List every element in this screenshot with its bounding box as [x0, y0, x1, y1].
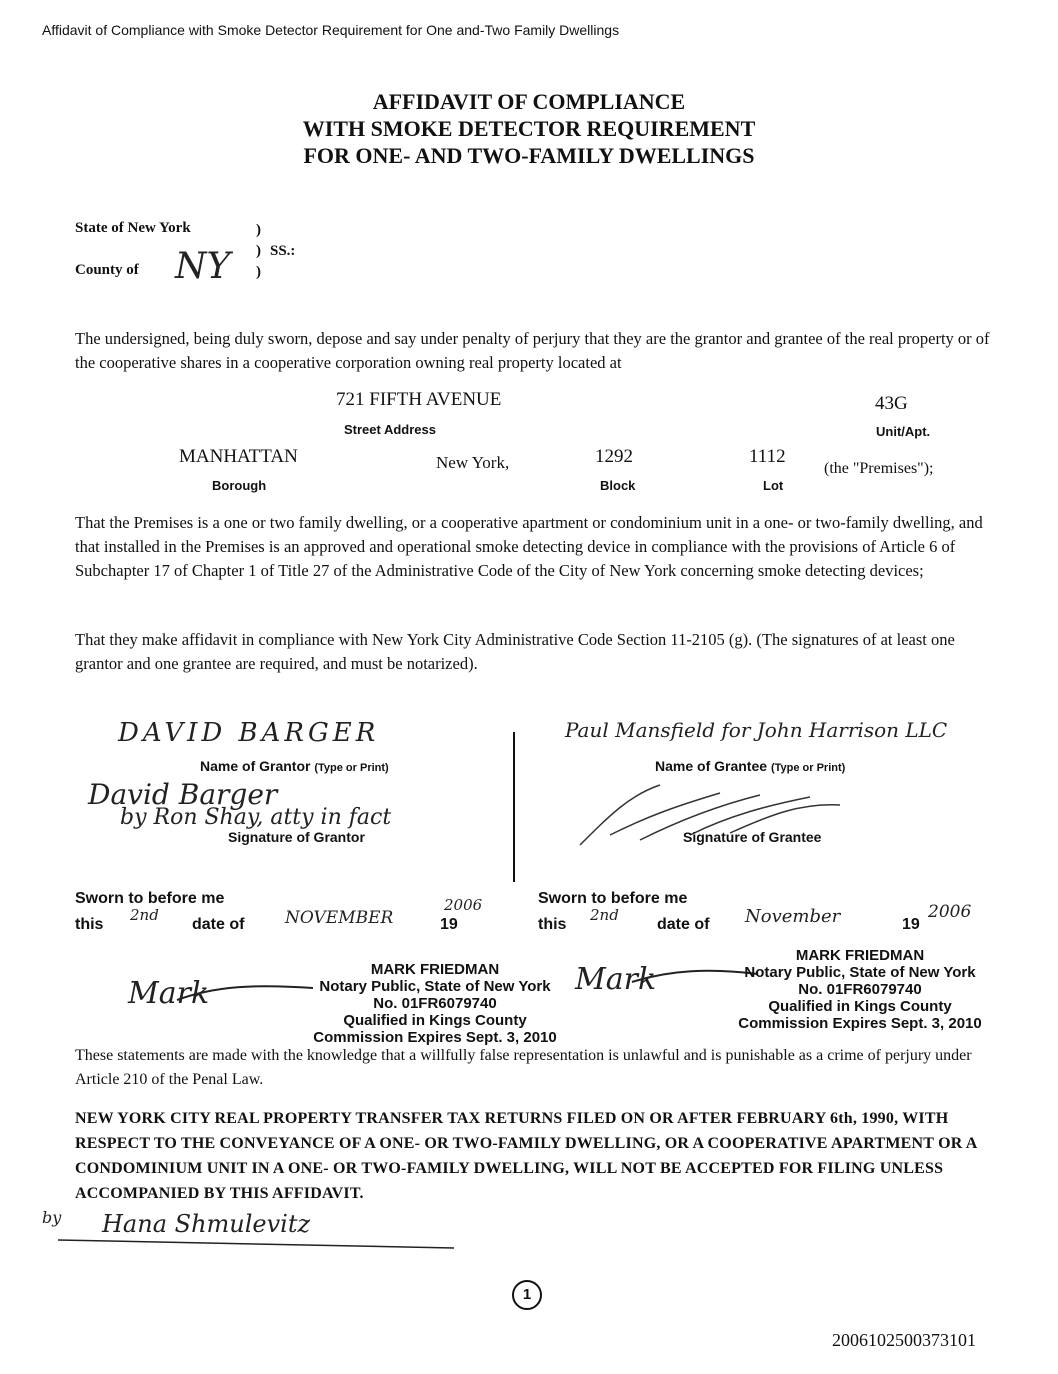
- grantee-date-of-label: date of: [657, 916, 710, 933]
- title-line-2: WITH SMOKE DETECTOR REQUIREMENT: [302, 116, 756, 141]
- grantee-name-label-note: (Type or Print): [770, 762, 846, 774]
- grantee-notary-name: MARK FRIEDMAN: [795, 947, 925, 964]
- bottom-signature: Hana Shmulevitz: [102, 1210, 311, 1238]
- grantor-day-handwritten: 2nd: [130, 906, 159, 924]
- grantor-notary-stroke: [175, 980, 315, 1010]
- document-title: [0, 88, 1058, 169]
- title-line-3: FOR ONE- AND TWO-FAMILY DWELLINGS: [303, 143, 755, 168]
- grantee-this-label: this: [538, 916, 567, 933]
- grantor-notary-stamp: [300, 961, 570, 1046]
- grantee-day-handwritten: 2nd: [590, 906, 619, 924]
- grantee-sworn-label: Sworn to before me: [538, 890, 688, 907]
- grantee-notary-expiry: Commission Expires Sept. 3, 2010: [738, 1015, 982, 1032]
- grantor-notary-signature: Mark: [128, 976, 210, 1011]
- grantor-this-label: this: [75, 916, 104, 933]
- grantor-name-handwritten: DAVID BARGER: [118, 718, 380, 748]
- filing-notice: NEW YORK CITY REAL PROPERTY TRANSFER TAX RETURNS FILED ON OR AFTER FEBRUARY 6th, 1990, WITH RESPECT TO THE CONVEYANCE OF A ONE- OR TWO-FAMILY DWELLING, OR A COOPERATIVE APARTMENT OR A CONDOMINIUM UNIT IN A ONE- OR TWO-FAMILY DWELLING, WILL NOT BE ACCEPTED FOR FILING UNLESS ACCOMPANIED BY THIS AFFIDAVIT.: [75, 1110, 977, 1202]
- perjury-statement: These statements are made with the knowledge that a willfully false representation is unlawful and is punishable as a crime of perjury under Article 210 of the Penal Law.: [75, 1047, 972, 1088]
- grantee-notary-stamp: [720, 947, 1000, 1032]
- grantee-notary-title: Notary Public, State of New York: [744, 964, 976, 981]
- paragraph-affidavit: That they make affidavit in compliance with New York City Administrative Code Section 11-2105 (g). (The signatures of at least one grantor and one grantee are required, and must be notarized).: [75, 630, 955, 673]
- premises-text: (the "Premises");: [824, 460, 934, 477]
- state-label: State of New York: [75, 220, 191, 236]
- bottom-by-label: by: [42, 1208, 62, 1227]
- grantor-signature: David Barger: [88, 778, 278, 811]
- grantee-signature-label: Signature of Grantee: [683, 829, 822, 845]
- grantee-name-label-text: Name of Grantee: [655, 758, 768, 774]
- paragraph-compliance: That the Premises is a one or two family dwelling, or a cooperative apartment or condominium unit in a one- or two-family dwelling, and that installed in the Premises is an approved and operational smoke detecting device in compliance with the provisions of Article 6 of Subchapter 17 of Chapter 1 of Title 27 of the Administrative Code of the City of New York concerning smoke detecting devices;: [75, 513, 983, 580]
- street-address-label: Street Address: [344, 422, 436, 437]
- venue-paren-1: ): [256, 222, 261, 238]
- signature-divider: [513, 732, 515, 882]
- grantee-notary-county: Qualified in Kings County: [768, 998, 952, 1015]
- lot-value: 1112: [749, 446, 786, 467]
- bottom-signature-line: [58, 1234, 458, 1254]
- borough-label: Borough: [212, 478, 267, 493]
- grantor-sworn-label: Sworn to before me: [75, 890, 225, 907]
- grantee-year-handwritten: 2006: [928, 902, 972, 922]
- block-label: Block: [600, 478, 636, 493]
- block-value: 1292: [595, 446, 633, 467]
- venue-paren-3: ): [256, 264, 261, 280]
- grantor-name-label-note: (Type or Print): [314, 762, 389, 774]
- grantor-notary-name: MARK FRIEDMAN: [370, 961, 500, 978]
- grantee-name-label: [655, 758, 845, 774]
- grantor-month-handwritten: NOVEMBER: [285, 908, 394, 928]
- grantor-notary-number: No. 01FR6079740: [373, 995, 497, 1012]
- grantor-date-of-label: date of: [192, 916, 245, 933]
- grantor-signature-label: Signature of Grantor: [228, 829, 365, 845]
- county-handwritten: NY: [175, 246, 231, 287]
- grantee-month-handwritten: November: [745, 906, 841, 927]
- unit-label: Unit/Apt.: [876, 424, 931, 439]
- intro-paragraph: The undersigned, being duly sworn, depose and say under penalty of perjury that they are the grantor and grantee of the real property or of the cooperative shares in a cooperative corporation owning real property located at: [75, 329, 990, 372]
- grantor-notary-county: Qualified in Kings County: [343, 1012, 527, 1029]
- grantor-year-handwritten: 2006: [444, 896, 483, 914]
- city-value: New York,: [436, 453, 510, 472]
- ss-label: SS.:: [270, 243, 296, 259]
- street-address-value: 721 FIFTH AVENUE: [336, 389, 502, 410]
- grantor-notary-expiry: Commission Expires Sept. 3, 2010: [313, 1029, 557, 1046]
- document-number: 2006102500373101: [832, 1330, 976, 1350]
- borough-value: MANHATTAN: [179, 446, 298, 467]
- lot-label: Lot: [763, 478, 784, 493]
- page-number: 1: [512, 1280, 542, 1310]
- grantor-name-label-text: Name of Grantor: [200, 758, 311, 774]
- grantor-year-prefix: 19: [440, 916, 458, 933]
- grantee-notary-number: No. 01FR6079740: [798, 981, 922, 998]
- grantee-year-prefix: 19: [902, 916, 920, 933]
- grantee-name-handwritten: Paul Mansfield for John Harrison LLC: [565, 718, 948, 742]
- running-header: Affidavit of Compliance with Smoke Detector Requirement for One and-Two Family Dwellings: [42, 22, 620, 38]
- grantor-notary-title: Notary Public, State of New York: [319, 978, 551, 995]
- venue-paren-2: ): [256, 243, 261, 259]
- grantor-signature-line2: by Ron Shay, atty in fact: [120, 805, 392, 830]
- unit-value: 43G: [875, 393, 908, 414]
- title-line-1: AFFIDAVIT OF COMPLIANCE: [372, 89, 686, 114]
- grantee-notary-signature: Mark: [575, 962, 657, 997]
- county-label: County of: [75, 262, 139, 278]
- grantor-name-label: [200, 758, 389, 774]
